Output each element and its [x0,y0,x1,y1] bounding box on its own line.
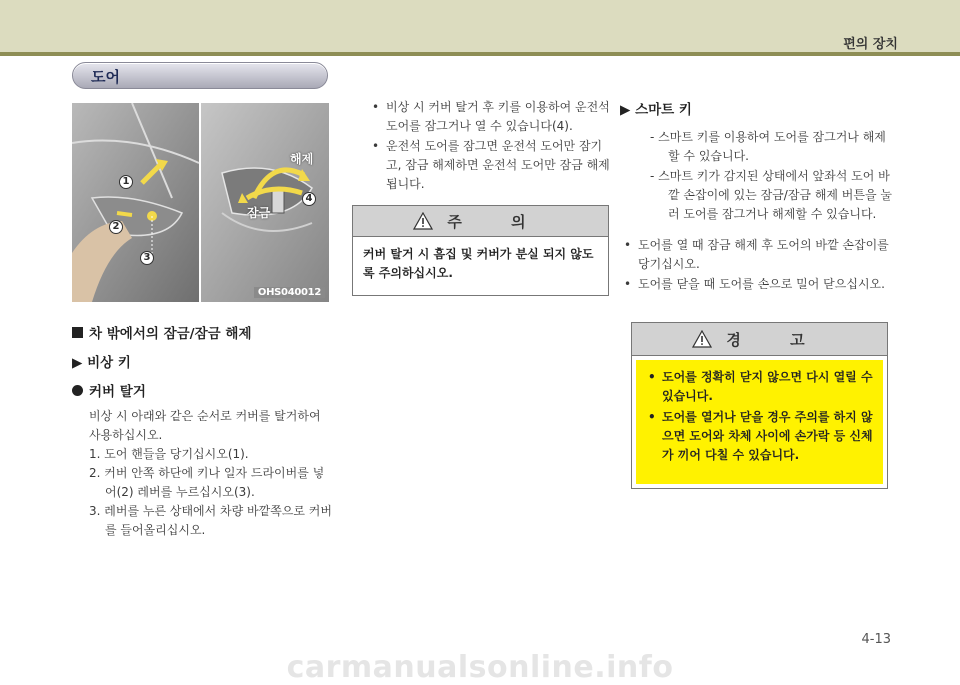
door-handle-illustration [72,103,329,302]
subsubheading-cover-removal [72,380,334,400]
steps-list [72,445,334,540]
page-number: 4-13 [861,632,891,647]
left-column [72,322,334,540]
intro-paragraph: 비상 시 아래와 같은 순서로 커버를 탈거하여 사용하십시오. [89,409,321,442]
heading-text: 스마트 키 [635,102,692,118]
subheading-text: 비상 키 [87,355,131,371]
circle-bullet-icon [72,385,83,396]
warning-title: 경 고 [726,330,827,349]
callout-4: 4 [302,192,316,206]
section-title: 도어 [91,68,120,86]
subheading-emergency-key [72,351,334,371]
step-item: 3. 레버를 누른 상태에서 차량 바깥쪽으로 커버를 들어올리십시오. [89,504,332,537]
heading-text: 차 밖에서의 잠금/잠금 해제 [89,326,252,342]
triangle-bullet-icon: ▶ [620,102,636,118]
step-item: 1. 도어 핸들을 당기십시오(1). [89,447,249,461]
warning-item: • 도어를 열거나 닫을 경우 주의를 하지 않으면 도어와 차체 사이에 손가락 등 신체가 끼어 다칠 수 있습니다. [644,408,875,465]
bullet-item: • 도어를 닫을 때 도어를 손으로 밀어 닫으십시오. [620,275,894,294]
middle-column [368,98,612,195]
caution-title: 주 의 [447,212,548,231]
bullet-item: • 도어를 열 때 잠금 해제 후 도어의 바깥 손잡이를 당기십시오. [620,236,894,274]
subsubheading-text: 커버 탈거 [89,384,146,400]
dash-item: - 스마트 키가 감지된 상태에서 앞좌석 도어 바깥 손잡이에 있는 잠금/잠금 해제 버튼을 눌러 도어를 잠그거나 해제할 수 있습니다. [650,169,892,221]
caution-box [352,205,609,296]
label-release: 해제 [290,152,314,166]
header-band [0,0,960,52]
warning-body [636,360,883,484]
right-column [620,98,894,295]
warning-item: • 도어를 정확히 닫지 않으면 다시 열릴 수 있습니다. [644,368,875,406]
bullet-item: • 비상 시 커버 탈거 후 키를 이용하여 운전석 도어를 잠그거나 열 수 있습니다(4). [368,98,612,136]
bullet-item: • 운전석 도어를 잠그면 운전석 도어만 잠기고, 잠금 해제하면 운전석 도어만 잠금 해제 됩니다. [368,137,612,194]
step-item: 2. 커버 안쪽 하단에 키나 일자 드라이버를 넣어(2) 레버를 누르십시오(3). [89,466,325,499]
smart-key-list [620,128,894,224]
square-bullet-icon [72,327,83,338]
heading-smart-key [620,98,894,118]
heading-lock-outside [72,322,334,342]
triangle-bullet-icon: ▶ [72,355,88,371]
door-handle-figure [72,103,329,302]
caution-header [353,206,608,237]
warning-header [632,323,887,356]
figure-code: OHS040012 [254,287,325,298]
label-lock: 잠금 [247,206,271,220]
middle-bullets [368,98,612,194]
warning-list [644,368,875,465]
caution-triangle-icon [413,212,433,230]
section-tab [72,62,328,89]
callout-2: 2 [109,220,123,234]
callout-1: 1 [119,175,133,189]
warning-triangle-icon [692,330,712,348]
dash-item: - 스마트 키를 이용하여 도어를 잠그거나 해제할 수 있습니다. [650,130,886,163]
chapter-title: 편의 장치 [843,37,898,52]
right-bullets [620,236,894,294]
caution-text: 커버 탈거 시 흠집 및 커버가 분실 되지 않도록 주의하십시오. [363,247,594,280]
warning-box [631,322,888,489]
callout-3: 3 [140,251,154,265]
header-rule [0,52,960,56]
watermark: carmanualsonline.info [286,650,674,685]
